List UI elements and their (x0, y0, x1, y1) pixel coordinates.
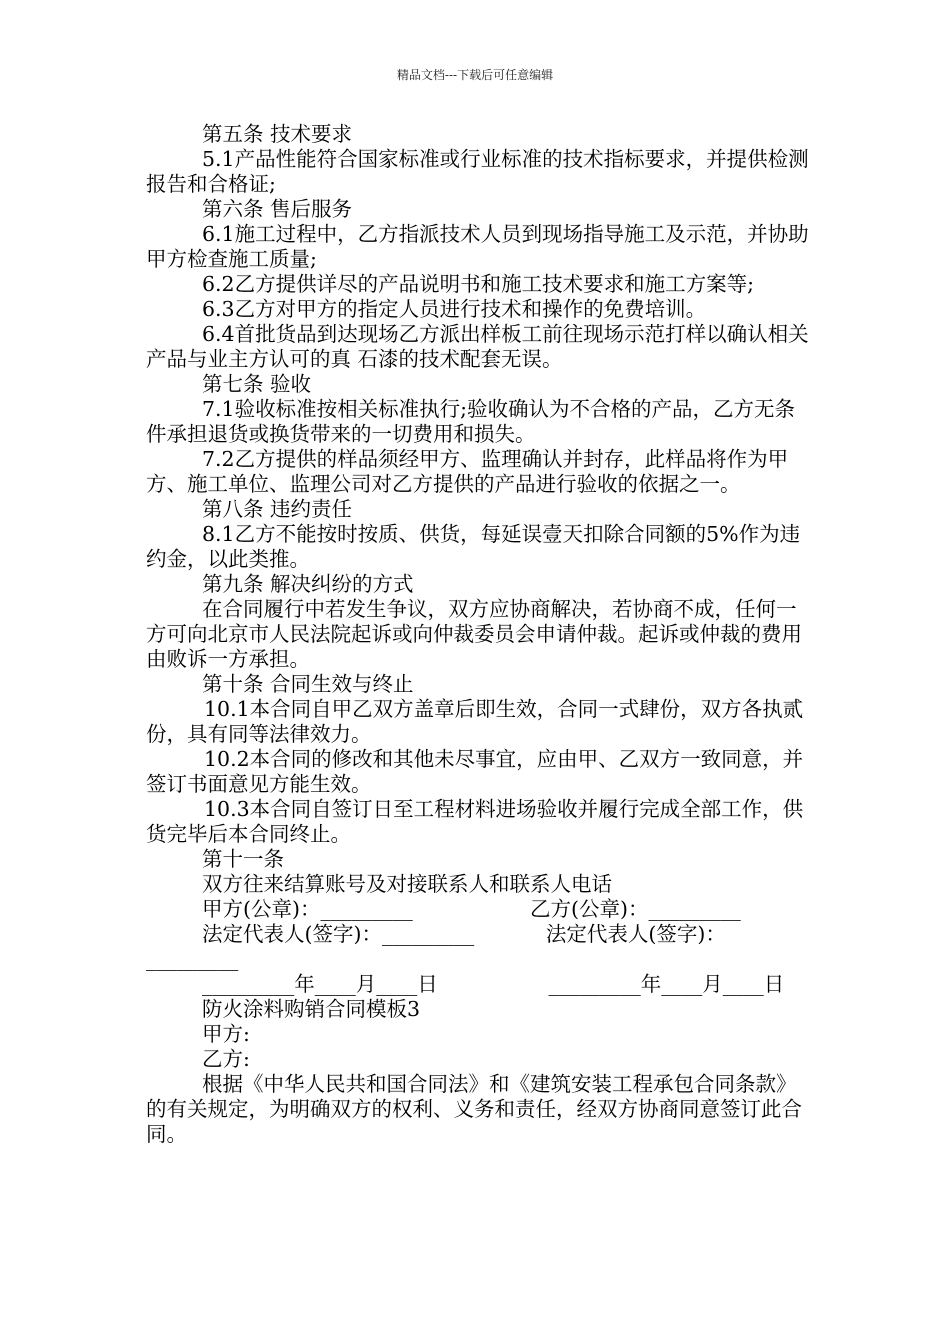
paragraph-11: 双方往来结算账号及对接联系人和联系人电话 (202, 872, 612, 896)
paragraph-7-1: 7.1验收标准按相关标准执行;验收确认为不合格的产品，乙方无条件承担退货或换货带来的一切费用和损失。 (146, 397, 796, 446)
article-6-heading: 第六条 售后服务 (202, 197, 353, 221)
paragraph-10-2: 10.2本合同的修改和其他未尽事宜，应由甲、乙双方一致同意，并签订书面意见方能生效。 (146, 747, 804, 796)
paragraph-9: 在合同履行中若发生争议，双方应协商解决，若协商不成，任何一方可向北京市人民法院起诉或向仲裁委员会申请仲裁。起诉或仲裁的费用由败诉一方承担。 (146, 597, 802, 671)
article-9-heading: 第九条 解决纠纷的方式 (202, 572, 414, 596)
paragraph-5-1: 5.1产品性能符合国家标准或行业标准的技术指标要求，并提供检测报告和合格证; (146, 147, 809, 196)
preamble: 根据《中华人民共和国合同法》和《建筑安装工程承包合同条款》的有关规定，为明确双方的权利、义务和责任，经双方协商同意签订此合同。 (146, 1072, 802, 1146)
article-5-heading: 第五条 技术要求 (202, 122, 353, 146)
party-a-label: 甲方: (202, 1022, 250, 1046)
page-header: 精品文档---下载后可任意编辑 (396, 68, 554, 82)
document-body (146, 122, 810, 1147)
article-10-heading: 第十条 合同生效与终止 (202, 672, 414, 696)
paragraph-10-1: 10.1本合同自甲乙双方盖章后即生效，合同一式肆份，双方各执贰份，具有同等法律效力。 (146, 697, 804, 746)
party-b-label: 乙方: (202, 1047, 250, 1071)
article-7-heading: 第七条 验收 (202, 372, 312, 396)
paragraph-6-1: 6.1施工过程中，乙方指派技术人员到现场指导施工及示范，并协助甲方检查施工质量; (146, 222, 809, 271)
article-11-heading: 第十一条 (202, 847, 284, 871)
article-8-heading: 第八条 违约责任 (202, 497, 353, 521)
paragraph-6-3: 6.3乙方对甲方的指定人员进行技术和操作的免费培训。 (202, 297, 707, 321)
signature-line: 法定代表人(签字)：_________ 法定代表人(签字)：_________ (146, 922, 726, 971)
template-3-title: 防火涂料购销合同模板3 (202, 997, 421, 1021)
paragraph-6-4: 6.4首批货品到达现场乙方派出样板工前往现场示范打样以确认相关产品与业主方认可的真 石漆的技术配套无误。 (146, 322, 809, 371)
date-line: _________年____月____日 _________年____月____日 (202, 972, 785, 996)
paragraph-8-1: 8.1乙方不能按时按质、供货，每延误壹天扣除合同额的5%作为违约金，以此类推。 (146, 522, 801, 571)
seal-line: 甲方(公章)：_________ 乙方(公章)：_________ (202, 897, 741, 921)
paragraph-7-2: 7.2乙方提供的样品须经甲方、监理确认并封存，此样品将作为甲方、施工单位、监理公司对乙方提供的产品进行验收的依据之一。 (146, 447, 789, 496)
paragraph-10-3: 10.3本合同自签订日至工程材料进场验收并履行完成全部工作，供货完毕后本合同终止。 (146, 797, 804, 846)
paragraph-6-2: 6.2乙方提供详尽的产品说明书和施工技术要求和施工方案等; (202, 272, 755, 296)
